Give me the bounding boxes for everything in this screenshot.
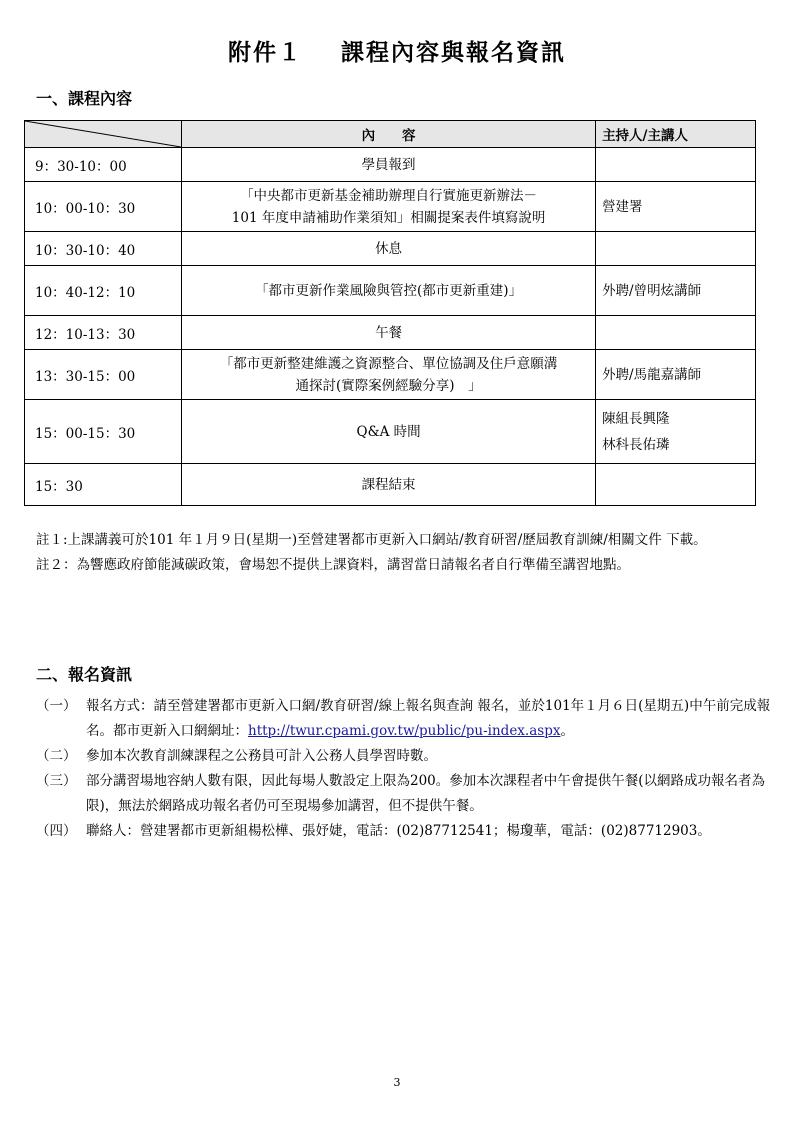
row-host (596, 400, 756, 464)
table-row (25, 148, 756, 182)
table-row (25, 316, 756, 350)
row-host (596, 350, 756, 400)
row-host (596, 232, 756, 266)
content-line: 學員報到 (361, 156, 416, 173)
item-text-end: 。 (560, 723, 574, 739)
row-time: 9：30-10：00 (25, 148, 182, 182)
table-row (25, 232, 756, 266)
note-1: 註１:上課講義可於101 年１月９日(星期一)至營建署都市更新入口網站/教育研習/歷屆教育訓練/相關文件 下載。 (36, 532, 707, 548)
item-text-main: 報名方式：請至營建署都市更新入口網/教育研習/線上報名與查詢 報名，並於101年１月６日(星期五)中午前完成報名。都市更新入口網網址： (86, 698, 771, 739)
host-name: 外聘/曾明炫講師 (602, 282, 702, 299)
row-host (596, 316, 756, 350)
table-header-host: 主持人/主講人 (596, 121, 756, 148)
item-text: 參加本次教育訓練課程之公務員可計入公務人員學習時數。 (86, 748, 437, 764)
table-header-row (25, 121, 756, 148)
row-time: 10：00-10：30 (25, 182, 182, 232)
row-content (182, 350, 596, 400)
row-content (182, 400, 596, 464)
table-row (25, 464, 756, 506)
list-item (36, 769, 772, 819)
page-number: 3 (393, 1076, 401, 1089)
row-time: 13：30-15：00 (25, 350, 182, 400)
row-content (182, 232, 596, 266)
row-time: 10：30-10：40 (25, 232, 182, 266)
content-line: 「都市更新整建維護之資源整合、單位協調及住戶意願溝 (219, 355, 558, 372)
host-name: 林科長佑璘 (602, 436, 670, 453)
item-text: 聯絡人：營建署都市更新組楊松樺、張妤婕，電話：(02)87712541；楊瓊華，電話：(02)87712903。 (86, 823, 711, 839)
table-row (25, 400, 756, 464)
item-text: 部分講習場地容納人數有限，因此每場人數設定上限為200。參加本次課程者中午會提供午餐(以網路成功報名者為限)，無法於網路成功報名者仍可至現場參加講習，但不提供午餐。 (86, 773, 766, 814)
item-text (86, 694, 772, 744)
content-line: 休息 (375, 240, 403, 257)
row-host (596, 148, 756, 182)
table-row (25, 182, 756, 232)
row-content (182, 148, 596, 182)
item-number: （三） (36, 773, 77, 789)
row-time: 10：40-12：10 (25, 266, 182, 316)
registration-info-list (36, 694, 772, 844)
row-time: 12：10-13：30 (25, 316, 182, 350)
content-line: 101 年度申請補助作業須知」相關提案表件填寫說明 (231, 209, 546, 226)
course-schedule-table (24, 120, 756, 506)
row-host (596, 464, 756, 506)
table-header-corner (25, 121, 182, 148)
portal-url-link[interactable]: http://twur.cpami.gov.tw/public/pu-index.aspx (248, 723, 561, 739)
content-line: Q&A 時間 (356, 423, 421, 440)
content-line: 「中央都市更新基金補助辦理自行實施更新辦法－ (240, 187, 538, 204)
row-host (596, 266, 756, 316)
item-number: （二） (36, 748, 77, 764)
notes-block (36, 528, 766, 578)
row-content (182, 464, 596, 506)
item-number: （四） (36, 823, 77, 839)
document-title (0, 34, 794, 67)
section-heading-registration: 二、報名資訊 (36, 665, 133, 684)
list-item (36, 744, 772, 769)
content-line: 通探討(實際案例經驗分享) 」 (295, 377, 482, 394)
host-name: 外聘/馬龍嘉講師 (602, 366, 702, 383)
host-name: 陳組長興隆 (602, 410, 670, 427)
table-row (25, 350, 756, 400)
section-heading-course: 一、課程內容 (36, 89, 133, 108)
content-line: 午餐 (375, 324, 403, 341)
row-time: 15：30 (25, 464, 182, 506)
note-2: 註２：為響應政府節能減碳政策，會場恕不提供上課資料，講習當日請報名者自行準備至講習地點。 (36, 557, 630, 573)
table-row (25, 266, 756, 316)
content-line: 課程結束 (361, 476, 416, 493)
title-prefix: 附件１ (228, 39, 303, 66)
table-header-content: 內 容 (182, 121, 596, 148)
list-item (36, 819, 772, 844)
content-line: 「都市更新作業風險與管控(都市更新重建)」 (255, 282, 523, 299)
title-main: 課程內容與報名資訊 (341, 39, 566, 66)
list-item (36, 694, 772, 744)
host-name: 營建署 (602, 198, 643, 215)
item-number: （一） (36, 698, 77, 714)
row-content (182, 316, 596, 350)
row-host (596, 182, 756, 232)
row-content (182, 266, 596, 316)
row-content (182, 182, 596, 232)
row-time: 15：00-15：30 (25, 400, 182, 464)
